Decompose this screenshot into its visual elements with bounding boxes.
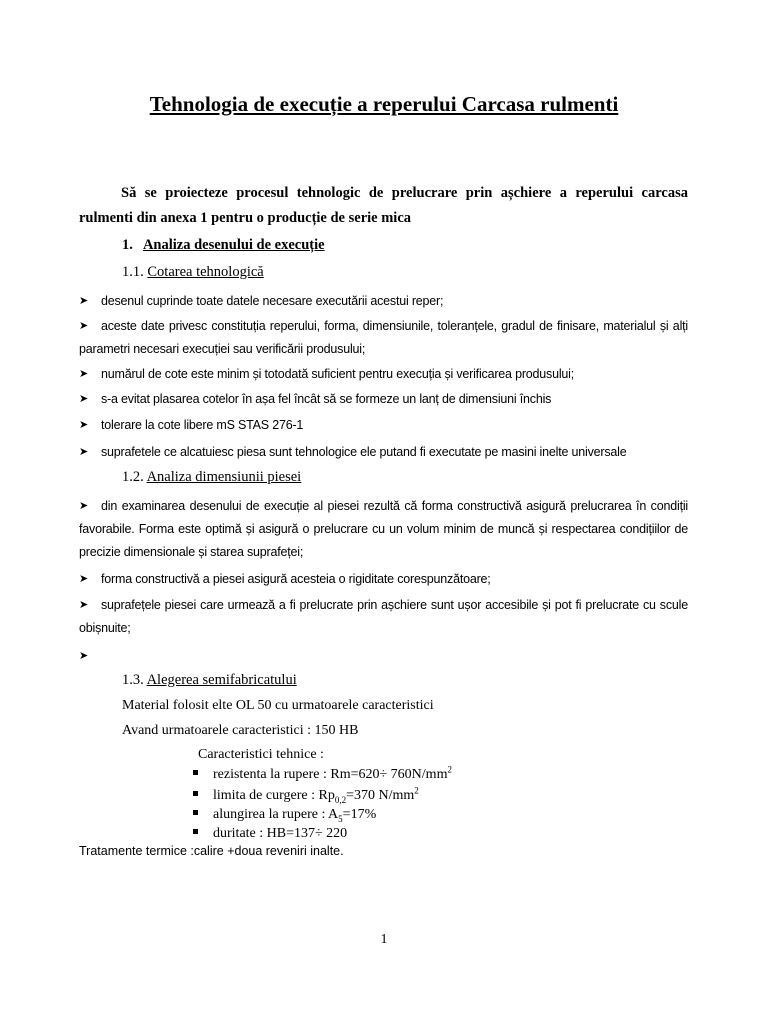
page-number: 1 [380,932,388,947]
section-1-3-number: 1.3. [122,672,144,688]
list-item: ➤ tolerare la cote libere mS STAS 276-1 [79,414,688,437]
section-1-heading [122,237,325,254]
tech-characteristics-title: Caracteristici tehnice : [198,747,324,762]
hardness-line: Avand urmatoarele caracteristici : 150 HB [122,723,359,738]
list-item: ➤ numărul de cote este minim și totodată suficient pentru execuția și verificarea produsului; [79,363,688,386]
list-item: ➤ aceste date privesc constituția reperului, forma, dimensiunile, toleranțele, gradul de finisare, materialul și alți parametri necesari execuției sau verificării produsului; [79,315,688,361]
arrow-bullet-icon: ➤ [79,500,89,512]
section-1-2-label: Analiza dimensiunii piesei [146,469,302,485]
list-item: duritate : HB=137÷ 220 [193,825,347,842]
section-1-2-number: 1.2. [122,469,144,485]
arrow-bullet-icon: ➤ [79,295,89,307]
document-title: Tehnologia de execuție a reperului Carcasa rulmenti [149,92,619,116]
square-bullet-icon [193,829,198,834]
list-item: ➤ forma constructivă a piesei asigură acesteia o rigiditate corespunzătoare; [79,568,688,591]
section-1-1-heading [122,264,264,281]
arrow-bullet-icon: ➤ [79,650,89,662]
arrow-bullet-icon: ➤ [79,320,89,332]
arrow-bullet-icon: ➤ [79,419,89,431]
arrow-bullet-icon: ➤ [79,368,89,380]
list-item: ➤ suprafețele piesei care urmează a fi prelucrate prin așchiere sunt ușor accesibile și pot fi prelucrate cu scule obișnuite; [79,594,688,640]
arrow-bullet-icon: ➤ [79,393,89,405]
list-item: limita de curgere : $Rp_{0,2}=370$ $N/mm^2$ [193,787,419,804]
square-bullet-icon [193,791,198,796]
section-1-3-heading [122,672,297,689]
arrow-bullet-icon: ➤ [79,573,89,585]
list-item: ➤ suprafetele ce alcatuiesc piesa sunt tehnologice ele putand fi executate pe masini inelte universale [79,441,688,464]
section-1-1-number: 1.1. [122,264,144,280]
list-item: ➤ din examinarea desenului de execuție al piesei rezultă că forma constructivă asigură prelucrarea în condiții favorabile. Forma este optimă și asigură o prelucrare cu un volum minim de muncă și respectarea condițiilor de precizie dimensionale și starea suprafeței; [79,495,688,564]
list-item: rezistenta la rupere : $Rm=620\div 760N/mm^2$ [193,766,452,783]
section-1-1-label: Cotarea tehnologică [147,264,264,280]
square-bullet-icon [193,770,198,775]
section-1-number: 1. [122,237,133,253]
section-1-3-label: Alegerea semifabricatului [146,672,297,688]
section-1-label: Analiza desenului de execuție [142,237,325,253]
arrow-bullet-icon: ➤ [79,446,89,458]
section-1-2-heading [122,469,301,486]
arrow-bullet-icon: ➤ [79,599,89,611]
heat-treatment-line: Tratamente termice :calire +doua reveniri inalte. [79,844,344,858]
list-item: alungirea la rupere : $A_5=17\%$ [193,806,376,823]
list-item: ➤ s-a evitat plasarea cotelor în așa fel încât să se formeze un lanț de dimensiuni închis [79,388,688,411]
material-line: Material folosit elte OL 50 cu urmatoarele caracteristici [122,698,434,713]
list-item [79,645,688,668]
intro-paragraph: Să se proiecteze procesul tehnologic de prelucrare prin așchiere a reperului carcasa rulmenti din anexa 1 pentru o producție de serie mica [79,185,688,226]
list-item: ➤ desenul cuprinde toate datele necesare executării acestui reper; [79,290,688,313]
square-bullet-icon [193,810,198,815]
